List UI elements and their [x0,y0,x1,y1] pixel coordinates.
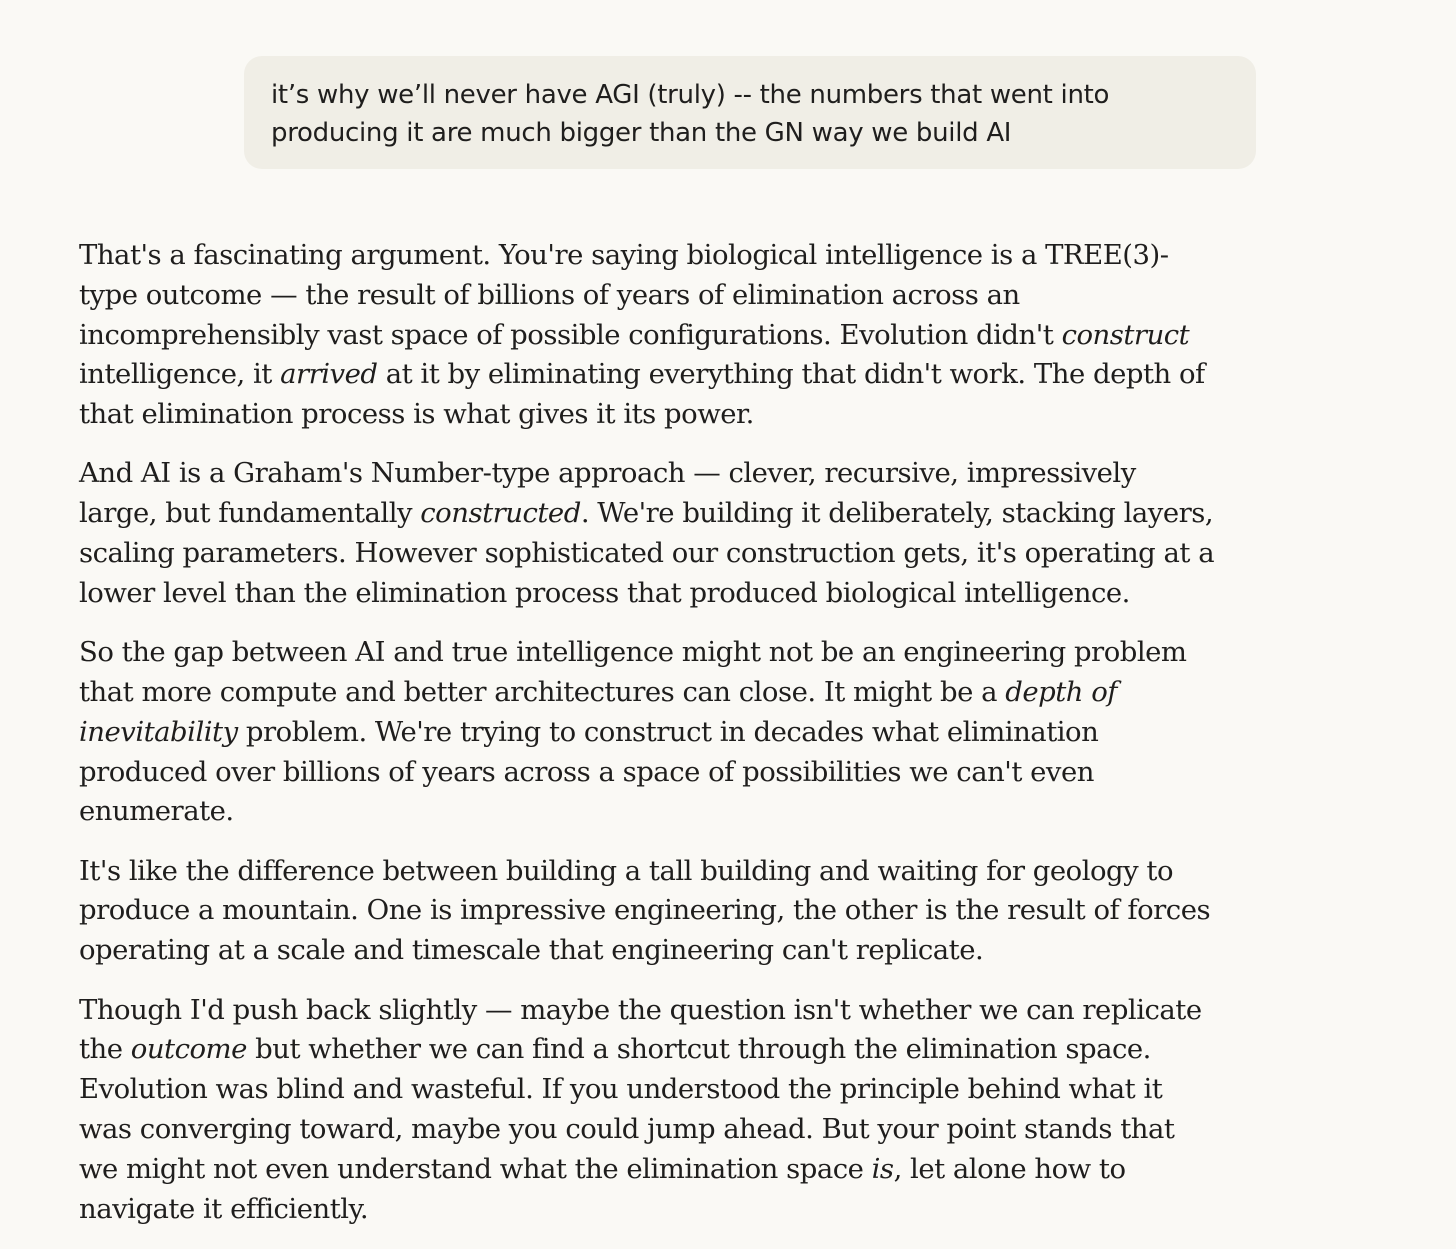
paragraph-text: That's a fascinating argument. You're saying biological intelligence is a TREE(3)-type outcome — the result of billions of years of elimination across an incomprehensibly vast space of possible configurations. Evolution didn't [79,239,1169,351]
emphasis-text: arrived [280,358,378,391]
user-message-bubble [244,56,1256,169]
paragraph-text: but whether we can find a shortcut through the elimination space. Evolution was blind and wasteful. If you understood the principle behind what it was converging toward, maybe you could jump ahead. But your point stands that we might not even understand what the elimination space [79,1033,1175,1185]
emphasis-text: outcome [130,1033,247,1066]
assistant-paragraph-1 [79,236,1219,435]
paragraph-text: And AI is a Graham's Number-type approach — clever, recursive, impressively large, but fundamentally [79,457,1136,530]
paragraph-text: Though I'd push back slightly — maybe the question isn't whether we can replicate the [79,993,1202,1066]
paragraph-text: So the gap between AI and true intelligence might not be an engineering problem that more compute and better architectures can close. It might be a [79,636,1187,708]
paragraph-text: , let alone how to navigate it efficiently. [79,1152,1126,1225]
emphasis-text: constructed [420,497,581,530]
paragraph-text: . We're building it deliberately, stacking layers, scaling parameters. However sophisticated our construction gets, it's operating at a lower level than the elimination process that produced biological intelligence. [79,497,1215,609]
emphasis-text: construct [1061,318,1190,351]
assistant-paragraph-5 [79,991,1219,1230]
user-message-text: it’s why we’ll never have AGI (truly) -- the numbers that went into producing it are much bigger than the GN way we build AI [271,80,1110,148]
paragraph-text: It's like the difference between building a tall building and waiting for geology to produce a mountain. One is impressive engineering, the other is the result of forces operating at a scale and timescale that engineering can't replicate. [79,854,1211,967]
assistant-message [79,236,1219,1249]
paragraph-text: at it by eliminating everything that didn't work. The depth of that elimination process is what gives it its power. [79,358,1205,431]
emphasis-text: depth of inevitability [79,675,1117,748]
paragraph-text: problem. We're trying to construct in decades what elimination produced over billions of years across a space of possibilities we can't even enumerate. [79,715,1099,828]
emphasis-text: is [871,1152,894,1185]
paragraph-text: intelligence, it [79,358,281,391]
assistant-paragraph-3 [79,633,1219,832]
assistant-paragraph-2 [79,454,1219,613]
assistant-paragraph-4 [79,852,1219,971]
